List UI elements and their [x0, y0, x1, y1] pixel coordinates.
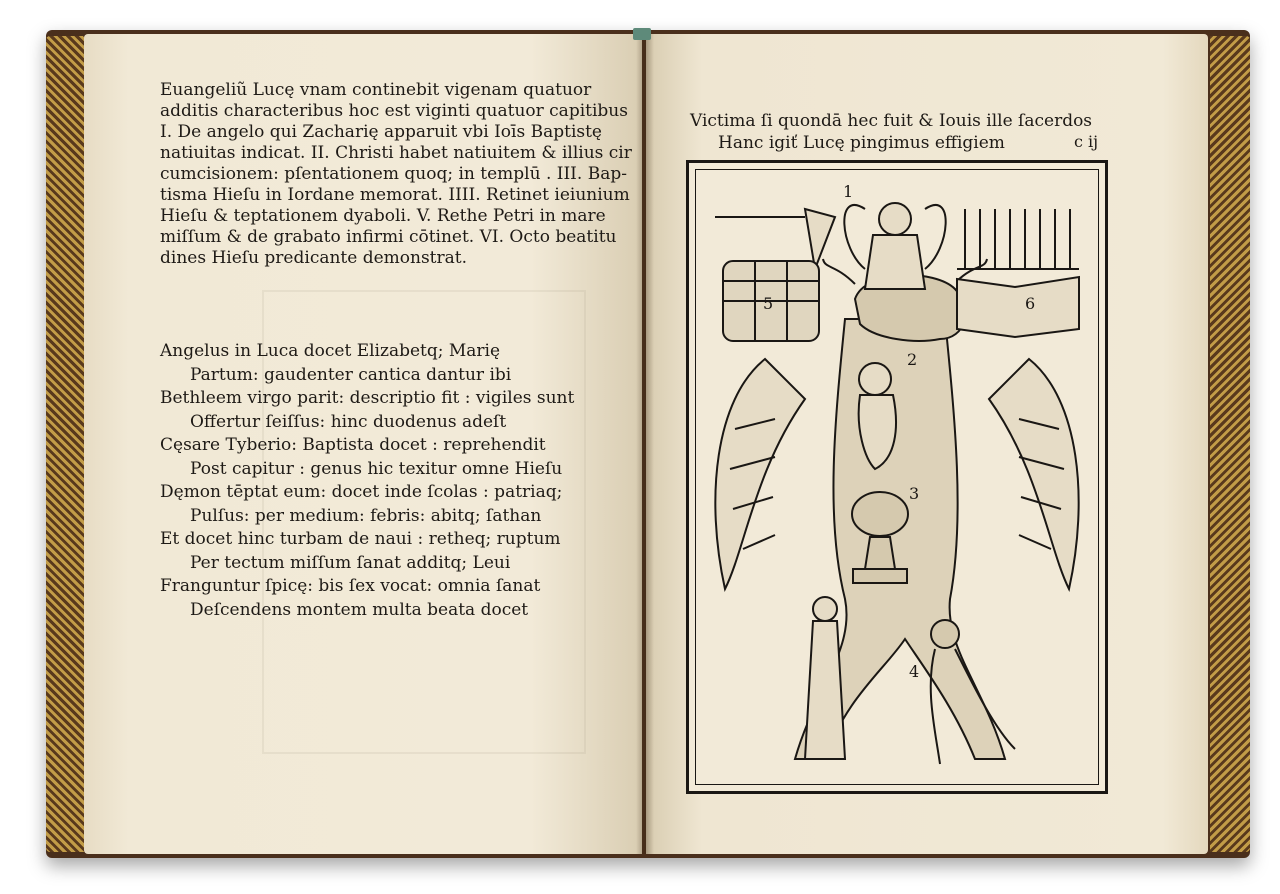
verse-line: Per tectum miſſum ſanat additq; Leui: [190, 552, 511, 573]
prose-line: Euangeliũ Lucę vnam continebit vigenam quatuor: [160, 80, 592, 100]
woodcut-number-5: 5: [763, 294, 774, 313]
signature-mark: c ij: [1074, 132, 1099, 151]
verse-line: Pulſus: per medium: febris: abitq; ſathan: [190, 505, 542, 526]
bookmark-ribbon: [633, 28, 651, 40]
chapter-summary: [160, 80, 632, 269]
verse-line: Partum: gaudenter cantica dantur ibi: [190, 364, 512, 385]
woodcut-drawing: [695, 169, 1099, 785]
woodcut-number-3: 3: [909, 484, 920, 503]
woodcut-number-4: 4: [909, 662, 920, 681]
prose-line: tisma Hieſu in Iordane memorat. IIII. Retinet ieiunium: [160, 185, 630, 205]
verse-line: Dęmon tēptat eum: docet inde ſcolas : patriaq;: [160, 482, 563, 502]
prose-line: miſſum & de grabato infirmi cōtinet. VI. Octo beatitu: [160, 227, 617, 247]
book-gutter: [636, 34, 654, 854]
caption-line-2: Hanc igiť Lucę pingimus effigiem: [718, 133, 1005, 153]
woodcut-illustration: [686, 160, 1108, 794]
verse-line: Franguntur ſpicę: bis ſex vocat: omnia ſanat: [160, 576, 541, 596]
woodcut-caption: [690, 110, 1130, 154]
prose-line: Hieſu & teptationem dyaboli. V. Rethe Petri in mare: [160, 206, 606, 226]
gilt-edge-right: [1210, 36, 1250, 852]
prose-line: cumcisionem: pſentationem quoq; in templū . III. Bap-: [160, 164, 627, 184]
caption-line-1: Victima ſi quondā hec fuit & Iouis ille ſacerdos: [690, 111, 1093, 131]
woodcut-number-2: 2: [907, 350, 918, 369]
prose-line: dines Hieſu predicante demonstrat.: [160, 248, 468, 268]
mnemonic-verse: [160, 340, 600, 622]
prose-line: additis characteribus hoc est viginti quatuor capitibus: [160, 101, 628, 121]
woodcut-number-1: 1: [843, 182, 854, 201]
verse-line: Post capitur : genus hic texitur omne Hieſu: [190, 458, 563, 479]
verse-line: Cęsare Tyberio: Baptista docet : reprehendit: [160, 435, 546, 455]
verse-line: Bethleem virgo parit: descriptio fit : vigiles sunt: [160, 388, 575, 408]
verse-line: Deſcendens montem multa beata docet: [190, 599, 529, 620]
prose-line: I. De angelo qui Zacharię apparuit vbi Ioīs Baptistę: [160, 122, 602, 142]
verse-line: Offertur ſeiſſus: hinc duodenus adeſt: [190, 411, 507, 432]
verse-line: Angelus in Luca docet Elizabetq; Marię: [160, 341, 501, 361]
gilt-edge-left: [46, 36, 86, 852]
prose-line: natiuitas indicat. II. Christi habet natiuitem & illius cir: [160, 143, 632, 163]
woodcut-number-6: 6: [1025, 294, 1036, 313]
verse-line: Et docet hinc turbam de naui : retheq; ruptum: [160, 529, 561, 549]
